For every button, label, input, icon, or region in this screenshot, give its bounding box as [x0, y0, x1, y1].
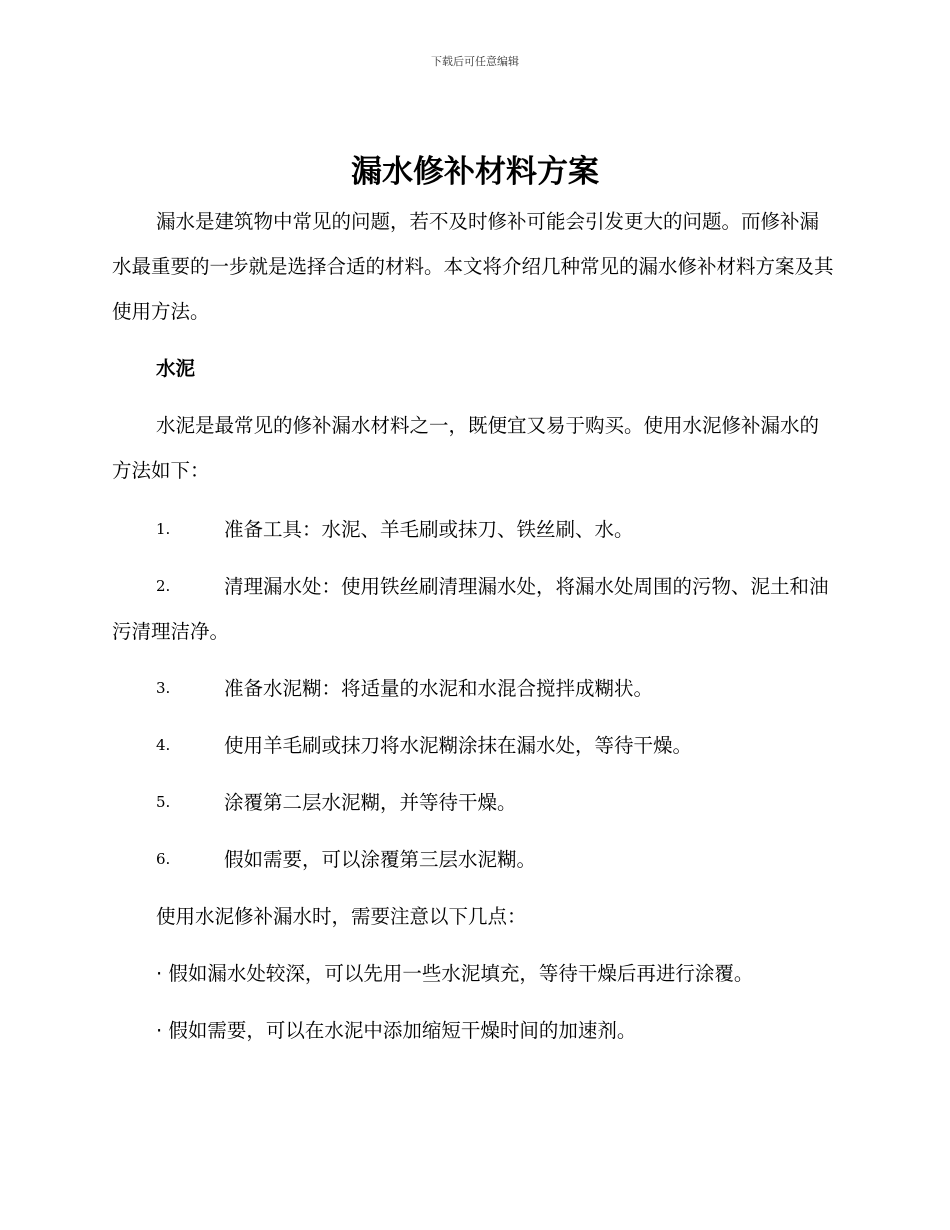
step-item	[112, 666, 838, 711]
step-number: 1.	[156, 520, 171, 538]
step-item	[112, 780, 838, 825]
note-item: · 假如需要，可以在水泥中添加缩短干燥时间的加速剂。	[156, 1019, 637, 1042]
step-item	[112, 564, 838, 654]
step-text: 准备水泥糊：将适量的水泥和水混合搅拌成糊状。	[224, 677, 654, 700]
step-text: 清理漏水处：使用铁丝刷清理漏水处，将漏水处周围的污物、泥土和油污清理洁净。	[112, 575, 829, 643]
step-text: 假如需要，可以涂覆第三层水泥糊。	[224, 848, 537, 871]
step-number: 3.	[156, 679, 171, 697]
intro-paragraph: 漏水是建筑物中常见的问题，若不及时修补可能会引发更大的问题。而修补漏水最重要的一步就是选择合适的材料。本文将介绍几种常见的漏水修补材料方案及其使用方法。	[112, 210, 834, 323]
page-header: 下载后可任意编辑	[431, 55, 519, 68]
notes-intro: 使用水泥修补漏水时，需要注意以下几点：	[156, 905, 527, 928]
document-title: 漏水修补材料方案	[351, 154, 599, 190]
note-item: · 假如漏水处较深，可以先用一些水泥填充，等待干燥后再进行涂覆。	[156, 962, 754, 985]
step-number: 4.	[156, 736, 171, 754]
cement-description: 水泥是最常见的修补漏水材料之一，既便宜又易于购买。使用水泥修补漏水的方法如下：	[112, 414, 820, 482]
step-number: 6.	[156, 850, 171, 868]
step-item	[112, 507, 838, 552]
step-number: 2.	[156, 577, 171, 595]
section-heading-cement: 水泥	[156, 357, 196, 380]
step-item	[112, 723, 838, 768]
step-text: 使用羊毛刷或抹刀将水泥糊涂抹在漏水处，等待干燥。	[224, 734, 693, 757]
step-item	[112, 837, 838, 882]
step-text: 准备工具：水泥、羊毛刷或抹刀、铁丝刷、水。	[224, 518, 634, 541]
step-number: 5.	[156, 793, 171, 811]
step-text: 涂覆第二层水泥糊，并等待干燥。	[224, 791, 517, 814]
